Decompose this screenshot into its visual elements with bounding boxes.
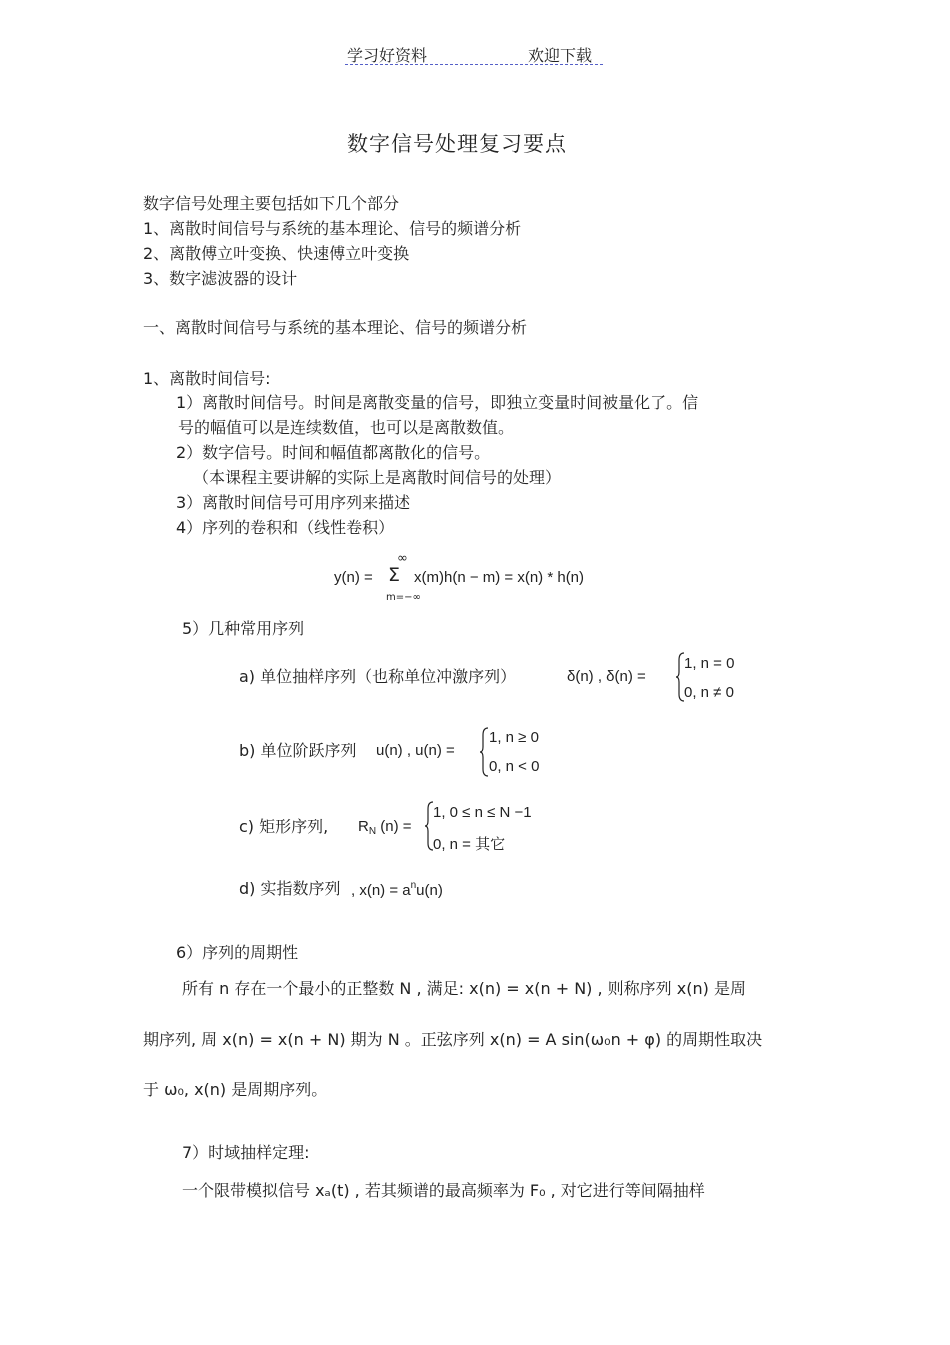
header-divider [345,64,603,65]
case-line-2: 0, n < 0 [489,758,540,775]
case-line-1: 1, 0 ≤ n ≤ N −1 [433,804,532,821]
paragraph: 6）序列的周期性 [176,943,299,962]
case-line-1: 1, n ≥ 0 [489,729,539,746]
paragraph-note: （本课程主要讲解的实际上是离散时间信号的处理） [193,468,562,487]
paragraph: 一个限带模拟信号 xₐ(t) , 若其频谱的最高频率为 F₀ , 对它进行等间隔抽样 [182,1181,705,1200]
sum-lower-limit: m=−∞ [386,592,421,603]
paragraph: 3）离散时间信号可用序列来描述 [176,493,411,512]
paragraph: 期序列, 周 x(n) = x(n + N) 期为 N 。正弦序列 x(n) = A sin(ω₀n + φ) 的周期性取决 [143,1030,763,1049]
paragraph: 5）几种常用序列 [182,619,305,638]
sequence-label: b) 单位阶跃序列 [239,741,357,760]
paragraph: 7）时域抽样定理: [182,1143,310,1162]
header-right: 欢迎下载 [528,46,593,65]
intro-lead: 数字信号处理主要包括如下几个部分 [143,194,400,213]
case-line-1: 1, n = 0 [684,655,735,672]
sequence-formula: , $x(n) = a^nu(n)$ [351,880,443,899]
sum-sign: Σ [388,564,401,586]
paragraph: 4）序列的卷积和（线性卷积） [176,518,395,537]
case-line-2: 0, n = 其它 [433,836,506,853]
paragraph: 所有 n 存在一个最小的正整数 N , 满足: x(n) = x(n + N) , 则称序列 x(n) 是周 [182,979,746,998]
sequence-label: a) 单位抽样序列（也称单位冲激序列） [239,667,517,686]
formula-rhs: x(m)h(n − m) = x(n) * h(n) [414,569,585,586]
paragraph: 于 ω₀, x(n) 是周期序列。 [143,1080,328,1099]
sequence-symbol: $R_N$ (n) = [358,818,412,837]
brace-icon [479,727,489,777]
sequence-label: d) 实指数序列 [239,879,341,898]
sequence-label: c) 矩形序列, [239,817,329,836]
intro-item: 3、数字滤波器的设计 [143,269,298,288]
sequence-symbol: u(n) , u(n) = [376,742,455,759]
sequence-symbol: δ(n) , δ(n) = [567,668,646,685]
section-heading: 一、离散时间信号与系统的基本理论、信号的频谱分析 [143,318,528,337]
page-title: 数字信号处理复习要点 [347,132,567,156]
intro-item: 1、离散时间信号与系统的基本理论、信号的频谱分析 [143,219,522,238]
formula-lhs: y(n) = [334,569,373,586]
sum-upper-limit: ∞ [397,551,408,566]
subsection-heading: 1、离散时间信号: [143,369,271,388]
header-left: 学习好资料 [347,46,428,65]
paragraph: 2）数字信号。时间和幅值都离散化的信号。 [176,443,491,462]
intro-item: 2、离散傅立叶变换、快速傅立叶变换 [143,244,410,263]
case-line-2: 0, n ≠ 0 [684,684,734,701]
paragraph: 号的幅值可以是连续数值，也可以是离散数值。 [178,418,515,437]
paragraph: 1）离散时间信号。时间是离散变量的信号，即独立变量时间被量化了。信 [176,393,699,412]
